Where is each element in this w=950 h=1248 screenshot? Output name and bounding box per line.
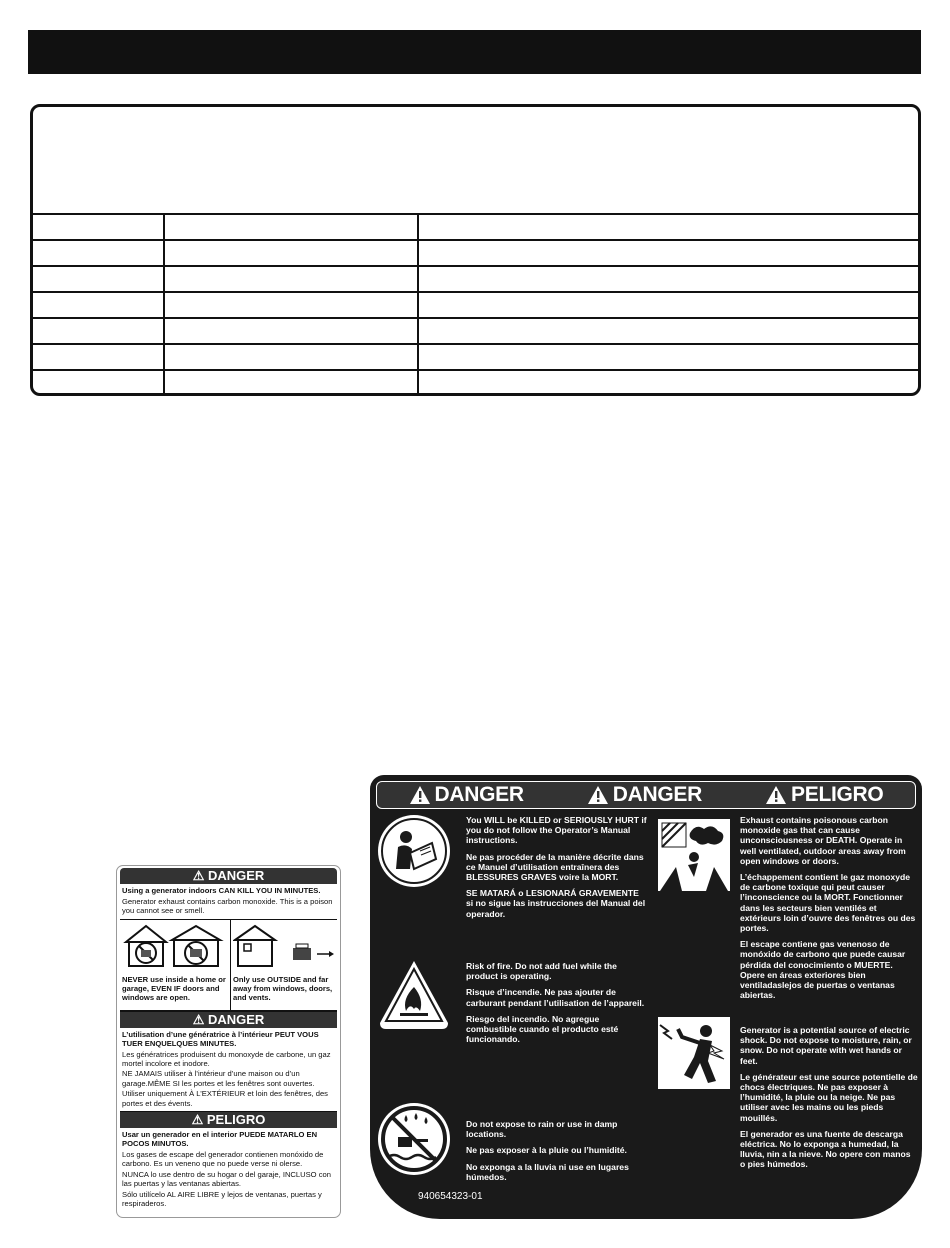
fire-line: Riesgo del incendio. No agregue combustible cuando el producto esté funcionando. (466, 1013, 619, 1045)
pictogram-row (120, 919, 337, 1011)
banner-danger-en (409, 783, 524, 807)
spec-table (30, 104, 921, 396)
shock-line: El generador es una fuente de descarga eléctrica. No lo exponga a humedad, la lluvia, nin a la nieve. No opere con manos o pies húmedos. (740, 1128, 911, 1170)
table-row (33, 213, 918, 239)
banner-text: DANGER (434, 783, 524, 806)
manual-line: You WILL be KILLED or SERIOUSLY HURT if you do not follow the Operator’s Manual instructions. (466, 815, 647, 846)
exhaust-line: El escape contiene gas venenoso de monóxido de carbono que puede causar pérdida del conocimiento o MUERTE. Opere en áreas exteriores bien ventiladaslejos de puertas o ventanas abiertas. (740, 939, 906, 1001)
es-line: NUNCA lo use dentro de su hogar o del garaje, INCLUSO con las puertas y las ventanas abiertas. (122, 1170, 331, 1189)
table-caption (33, 107, 918, 213)
warning-triangle-icon: ⚠ (192, 868, 205, 883)
pict-caption: NEVER use inside a home or garage, EVEN IF doors and windows are open. (122, 974, 226, 1003)
exhaust-line: L’échappement contient le gaz monoxyde de carbone toxique qui peut causer l’inconscience ou la MORT. Fonctionner dans les secteurs bien ventilés et extérieurs loin d’ouvre des fenêtres ou des portes. (740, 872, 916, 934)
no-rain-icon (376, 1101, 452, 1177)
es-text (120, 1128, 337, 1212)
rain-line: Do not expose to rain or use in damp locations. (466, 1119, 618, 1140)
en-text (120, 884, 337, 919)
banner-peligro-es (765, 783, 883, 807)
es-section (120, 1111, 337, 1212)
pict-caption: Only use OUTSIDE and far away from windows, doors, and vents. (233, 974, 333, 1003)
banner-text: DANGER (207, 868, 265, 883)
warning-triangle-icon: ⚠ (191, 1112, 204, 1128)
co-danger-label (116, 865, 341, 1218)
danger-banner (376, 781, 916, 809)
electric-shock-icon (656, 1015, 732, 1091)
table-row (33, 317, 918, 343)
part-number: 940654323-01 (418, 1191, 483, 1202)
banner-text: DANGER (207, 1011, 265, 1027)
flame-icon (376, 957, 452, 1033)
warning-triangle-icon (765, 785, 787, 805)
no-indoor-house-icon (122, 922, 228, 968)
warning-triangle-icon: ⚠ (192, 1011, 205, 1027)
danger-banner-en (120, 868, 337, 884)
banner-danger-fr (587, 783, 702, 807)
fr-line: NE JAMAIS utiliser à l’intérieur d’une maison ou d’un garage.MÊME SI les portes et les fenêtres sont ouvertes. (122, 1069, 315, 1088)
shock-line: Generator is a potential source of electric shock. Do not expose to moisture, rain, or snow. Do not operate with wet hands or feet. (740, 1025, 912, 1066)
banner-text: PELIGRO (206, 1112, 266, 1128)
fire-line: Risk of fire. Do not add fuel while the product is operating. (466, 961, 617, 982)
warning-triangle-icon (587, 785, 609, 805)
rain-text (466, 1119, 648, 1188)
danger-banner-fr (120, 1012, 337, 1028)
fire-line: Risque d’incendie. Ne pas ajouter de carburant pendant l’utilisation de l’appareil. (466, 987, 645, 1008)
en-line: Using a generator indoors CAN KILL YOU IN MINUTES. (122, 886, 321, 895)
en-line: Generator exhaust contains carbon monoxide. This is a poison you cannot see or smell. (122, 896, 333, 915)
table-row (33, 239, 918, 265)
manual-text (466, 815, 648, 925)
exhaust-gas-icon (656, 817, 732, 893)
fr-text (120, 1028, 337, 1112)
pict-outside-only (230, 920, 341, 1010)
table-row (33, 343, 918, 369)
shock-text (740, 1025, 918, 1176)
rain-line: No exponga a la lluvia ni use en lugares húmedos. (466, 1161, 629, 1182)
exhaust-line: Exhaust contains poisonous carbon monoxide gas that can cause unconsciousness or DEATH. Operate in well ventilated, outdoor areas away from open windows or doors. (740, 815, 906, 866)
fr-line: L’utilisation d’une génératrice à l’intérieur PEUT VOUS TUER ENQUELQUES MINUTES. (122, 1029, 319, 1048)
main-danger-label (370, 775, 922, 1219)
header-bar (28, 30, 921, 74)
table-row (33, 265, 918, 291)
shock-line: Le générateur est une source potentielle de chocs électriques. Ne pas exposer à l’humidité, la pluie ou la neige. Ne pas utiliser avec les mains ou les pieds mouillés. (740, 1071, 918, 1123)
fr-section (120, 1011, 337, 1112)
rain-line: Ne pas exposer à la pluie ou l’humidité. (466, 1145, 627, 1156)
table-row (33, 369, 918, 395)
table-row (33, 291, 918, 317)
danger-banner-es (120, 1112, 337, 1128)
manual-line: SE MATARÁ o LESIONARÁ GRAVEMENTE si no sigue las instrucciones del Manual del operador. (466, 888, 646, 919)
es-line: Usar un generador en el interior PUEDE MATARLO EN POCOS MINUTOS. (122, 1130, 318, 1149)
banner-text: DANGER (612, 783, 702, 806)
es-line: Sólo utilícelo AL AIRE LIBRE y lejos de ventanas, puertas y respiraderos. (122, 1189, 322, 1209)
outside-house-icon (233, 922, 339, 968)
exhaust-text (740, 815, 918, 1006)
pict-never-indoors (120, 920, 230, 1010)
warning-triangle-icon (409, 785, 431, 805)
fire-text (466, 961, 648, 1050)
banner-text: PELIGRO (791, 783, 884, 806)
read-manual-icon (376, 813, 452, 889)
fr-line: Utiliser uniquement À L’EXTÉRIEUR et loin des fenêtres, des portes et des évents. (122, 1089, 328, 1108)
es-line: Los gases de escape del generador contienen monóxido de carbono. Es un veneno que no puede verse ni olerse. (122, 1150, 324, 1169)
fr-line: Les génératrices produisent du monoxyde de carbone, un gaz mortel incolore et inodore. (122, 1049, 331, 1068)
manual-line: Ne pas procéder de la manière décrite dans ce Manuel d’utilisation entraînera des BLESSURES GRAVES voire la MORT. (466, 851, 644, 883)
